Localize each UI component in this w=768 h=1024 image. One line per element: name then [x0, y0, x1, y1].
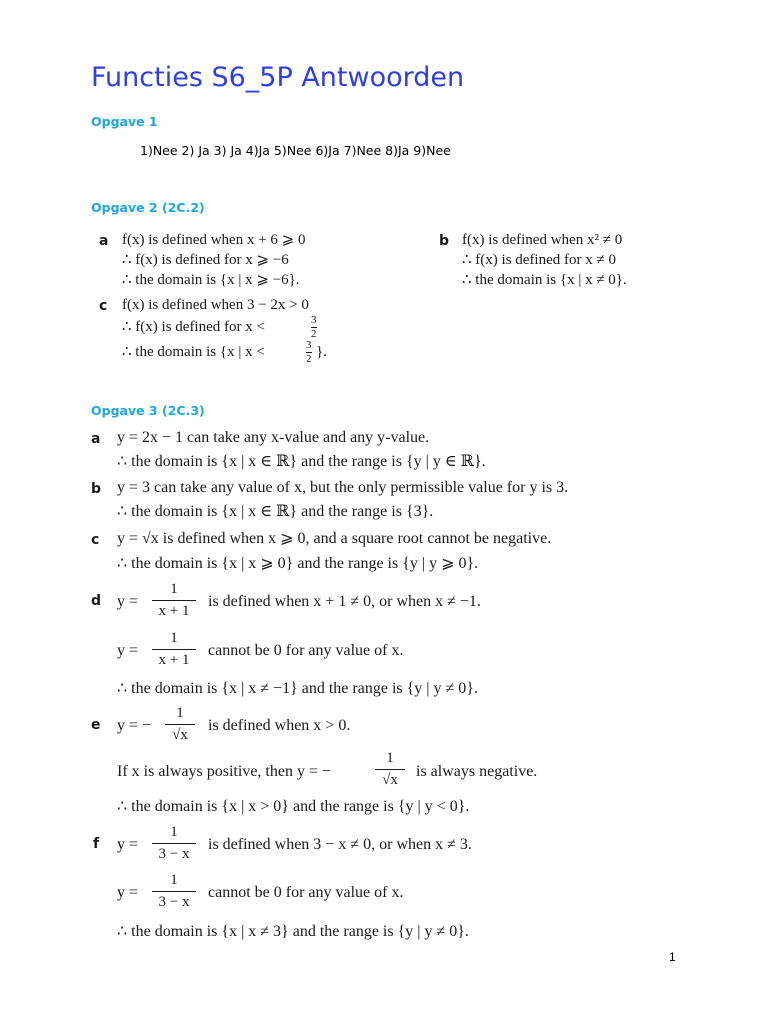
fraction-numerator: 1 — [176, 705, 184, 721]
opgave3-f-lhs-2: y = — [117, 884, 139, 901]
fraction-denominator: x + 1 — [152, 600, 196, 619]
opgave3-f-line3: ∴ the domain is {x | x ≠ 3} and the range is {y | y ≠ 0}. — [117, 923, 469, 940]
opgave3-f-line1: is defined when 3 − x ≠ 0, or when x ≠ 3. — [208, 836, 472, 853]
opgave3-b-line1: y = 3 can take any value of x, but the only permissible value for y is 3. — [117, 479, 569, 496]
fraction-denominator: √x — [165, 724, 195, 743]
opgave2-b-label: b — [439, 233, 450, 249]
opgave3-a-line1: y = 2x − 1 can take any x-value and any y-value. — [117, 429, 430, 446]
opgave3-e-line3: ∴ the domain is {x | x > 0} and the range is {y | y < 0}. — [117, 798, 470, 815]
opgave2-a-label: a — [99, 233, 109, 249]
opgave3-d-line3: ∴ the domain is {x | x ≠ −1} and the range is {y | y ≠ 0}. — [117, 680, 478, 697]
opgave3-heading: Opgave 3 (2C.3) — [91, 403, 205, 418]
fraction-numerator: 1 — [170, 581, 178, 597]
fraction-denominator: 2 — [311, 328, 317, 340]
fraction-denominator: 3 − x — [152, 891, 196, 910]
fraction-numerator: 1 — [170, 872, 178, 888]
opgave1-answers: 1)Nee 2) Ja 3) Ja 4)Ja 5)Nee 6)Ja 7)Nee 8)Ja 9)Nee — [140, 143, 451, 158]
opgave3-c-line2: ∴ the domain is {x | x ⩾ 0} and the range is {y | y ⩾ 0}. — [117, 555, 479, 572]
opgave3-a-label: a — [91, 431, 101, 447]
opgave3-f-line2: cannot be 0 for any value of x. — [208, 884, 404, 901]
fraction-numerator: 1 — [386, 750, 394, 766]
opgave2-b-line1: f(x) is defined when x² ≠ 0 — [462, 232, 623, 248]
opgave3-e-line2: If x is always positive, then y = − — [117, 763, 332, 780]
opgave3-e-line1: is defined when x > 0. — [208, 717, 351, 734]
opgave2-b-line2: ∴ f(x) is defined for x ≠ 0 — [462, 252, 616, 268]
opgave1-heading: Opgave 1 — [91, 114, 158, 129]
opgave3-d-fraction-2 — [152, 631, 196, 668]
opgave2-c-fraction-2 — [306, 340, 312, 365]
opgave2-c-line2: ∴ f(x) is defined for x < — [122, 319, 265, 335]
opgave3-d-lhs-2: y = — [117, 642, 139, 659]
opgave3-e-line2-end: is always negative. — [416, 763, 538, 780]
opgave3-b-line2: ∴ the domain is {x | x ∈ ℝ} and the range is {3}. — [117, 503, 434, 520]
opgave3-d-line1: is defined when x + 1 ≠ 0, or when x ≠ −1. — [208, 593, 481, 610]
opgave2-a-line2: ∴ f(x) is defined for x ⩾ −6 — [122, 252, 289, 268]
opgave2-b-line3: ∴ the domain is {x | x ≠ 0}. — [462, 272, 627, 288]
fraction-numerator: 1 — [170, 824, 178, 840]
opgave2-c-line3-end: }. — [316, 344, 327, 360]
opgave3-e-fraction-1 — [165, 706, 195, 743]
opgave3-d-label: d — [91, 593, 102, 609]
opgave2-c-fraction-1 — [311, 315, 317, 340]
opgave3-a-line2: ∴ the domain is {x | x ∈ ℝ} and the range is {y | y ∈ ℝ}. — [117, 453, 486, 470]
opgave3-d-lhs-1: y = — [117, 593, 139, 610]
fraction-denominator: √x — [375, 769, 405, 788]
opgave3-e-label: e — [91, 717, 101, 733]
fraction-numerator: 3 — [311, 314, 317, 326]
opgave2-c-line1: f(x) is defined when 3 − 2x > 0 — [122, 297, 309, 313]
opgave2-a-line1: f(x) is defined when x + 6 ⩾ 0 — [122, 232, 306, 248]
opgave3-f-fraction-2 — [152, 873, 196, 910]
fraction-numerator: 3 — [306, 339, 312, 351]
opgave3-e-lhs: y = − — [117, 717, 152, 734]
fraction-numerator: 1 — [170, 630, 178, 646]
opgave3-f-label: f — [93, 836, 100, 852]
fraction-denominator: 2 — [306, 353, 312, 365]
opgave3-c-line1: y = √x is defined when x ⩾ 0, and a square root cannot be negative. — [117, 530, 552, 547]
opgave2-heading: Opgave 2 (2C.2) — [91, 200, 205, 215]
page-title: Functies S6_5P Antwoorden — [91, 62, 465, 93]
opgave3-d-fraction-1 — [152, 582, 196, 619]
opgave2-c-label: c — [99, 298, 108, 314]
opgave3-c-label: c — [91, 532, 100, 548]
fraction-denominator: 3 − x — [152, 843, 196, 862]
opgave2-a-line3: ∴ the domain is {x | x ⩾ −6}. — [122, 272, 300, 288]
page-number: 1 — [669, 950, 676, 964]
opgave3-f-fraction-1 — [152, 825, 196, 862]
opgave3-f-lhs-1: y = — [117, 836, 139, 853]
fraction-denominator: x + 1 — [152, 649, 196, 668]
opgave3-b-label: b — [91, 481, 102, 497]
opgave3-d-line2: cannot be 0 for any value of x. — [208, 642, 404, 659]
opgave2-c-line3: ∴ the domain is {x | x < — [122, 344, 265, 360]
opgave3-e-fraction-2 — [375, 751, 405, 788]
